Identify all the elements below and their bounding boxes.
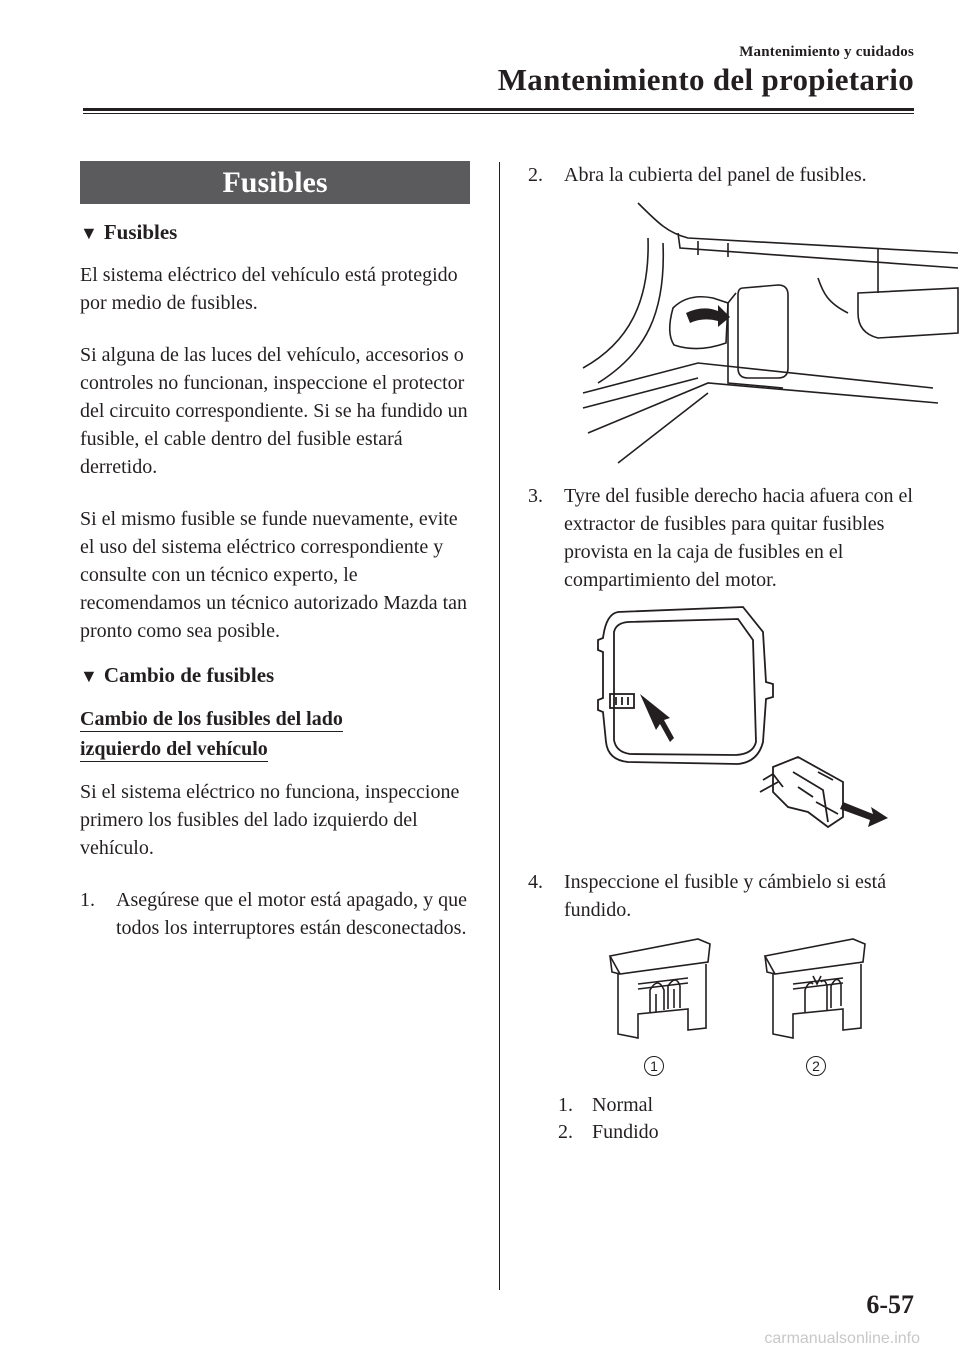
- section-title: Mantenimiento del propietario: [497, 62, 914, 97]
- step-2: [528, 161, 918, 189]
- fuse-blown-illustration: [753, 934, 878, 1049]
- step-1-text: Asegúrese que el motor está apagado, y que todos los interruptores están desconectados.: [116, 889, 467, 939]
- paragraph-2: Si alguna de las luces del vehículo, accesorios o controles no funcionan, inspeccione el protector del circuito correspondiente. Si se ha fundido un fusible, el cable dentro del fusible estará derretido.: [80, 344, 468, 478]
- subheading-left-side: [80, 704, 470, 764]
- fuse-comparison-figure: [598, 934, 928, 1084]
- column-divider: [499, 162, 500, 1290]
- subheading-line-1: Cambio de los fusibles del lado: [80, 708, 343, 730]
- fuse-normal-illustration: [598, 934, 723, 1049]
- watermark: carmanualsonline.info: [764, 1330, 920, 1347]
- left-column: [80, 161, 470, 942]
- step-4-number: 4.: [528, 871, 543, 893]
- step-3: [528, 482, 918, 594]
- fuse-marker-1: 1: [644, 1056, 664, 1076]
- header-rule: [83, 108, 914, 111]
- chapter-title: Mantenimiento y cuidados: [739, 44, 914, 60]
- paragraph-4: Si el sistema eléctrico no funciona, inspeccione primero los fusibles del lado izquierdo del vehículo.: [80, 781, 460, 859]
- legend-item-label: Fundido: [592, 1121, 659, 1143]
- step-4: [528, 868, 918, 924]
- step-1-number: 1.: [80, 889, 95, 911]
- paragraph-3: Si el mismo fusible se funde nuevamente, evite el uso del sistema eléctrico correspondiente y consulte con un técnico experto, le recomendamos un técnico autorizado Mazda tan pronto como sea posible.: [80, 508, 468, 642]
- heading-cambio-text: Cambio de fusibles: [103, 663, 275, 687]
- legend-item-label: Normal: [592, 1094, 654, 1116]
- step-3-text: Tyre del fusible derecho hacia afuera con el extractor de fusibles para quitar fusibles provista en la caja de fusibles en el compartimiento del motor.: [564, 485, 913, 591]
- header-rule-thin: [83, 113, 914, 114]
- paragraph-1: El sistema eléctrico del vehículo está protegido por medio de fusibles.: [80, 264, 458, 314]
- page-number: 6-57: [866, 1290, 914, 1319]
- heading-fusibles: [80, 218, 470, 247]
- step-2-number: 2.: [528, 164, 543, 186]
- right-column: [528, 161, 918, 1146]
- heading-cambio: [80, 661, 470, 690]
- legend-item-number: 2.: [558, 1121, 573, 1143]
- heading-fusibles-text: Fusibles: [103, 220, 178, 244]
- section-banner: Fusibles: [80, 161, 470, 204]
- subheading-line-2: izquierdo del vehículo: [80, 738, 268, 760]
- step-3-number: 3.: [528, 485, 543, 507]
- fuse-puller-illustration: [588, 602, 918, 852]
- fuse-marker-2: 2: [806, 1056, 826, 1076]
- step-4-text: Inspeccione el fusible y cámbielo si está fundido.: [564, 871, 887, 921]
- legend-item: [558, 1092, 918, 1119]
- triangle-marker-icon: ▼: [80, 666, 98, 686]
- triangle-marker-icon: ▼: [80, 223, 98, 243]
- legend-item-number: 1.: [558, 1094, 573, 1116]
- step-2-text: Abra la cubierta del panel de fusibles.: [564, 164, 867, 186]
- fuse-panel-cover-illustration: [578, 193, 960, 468]
- legend-item: [558, 1119, 918, 1146]
- fuse-legend: [558, 1092, 918, 1146]
- step-1: [80, 886, 470, 942]
